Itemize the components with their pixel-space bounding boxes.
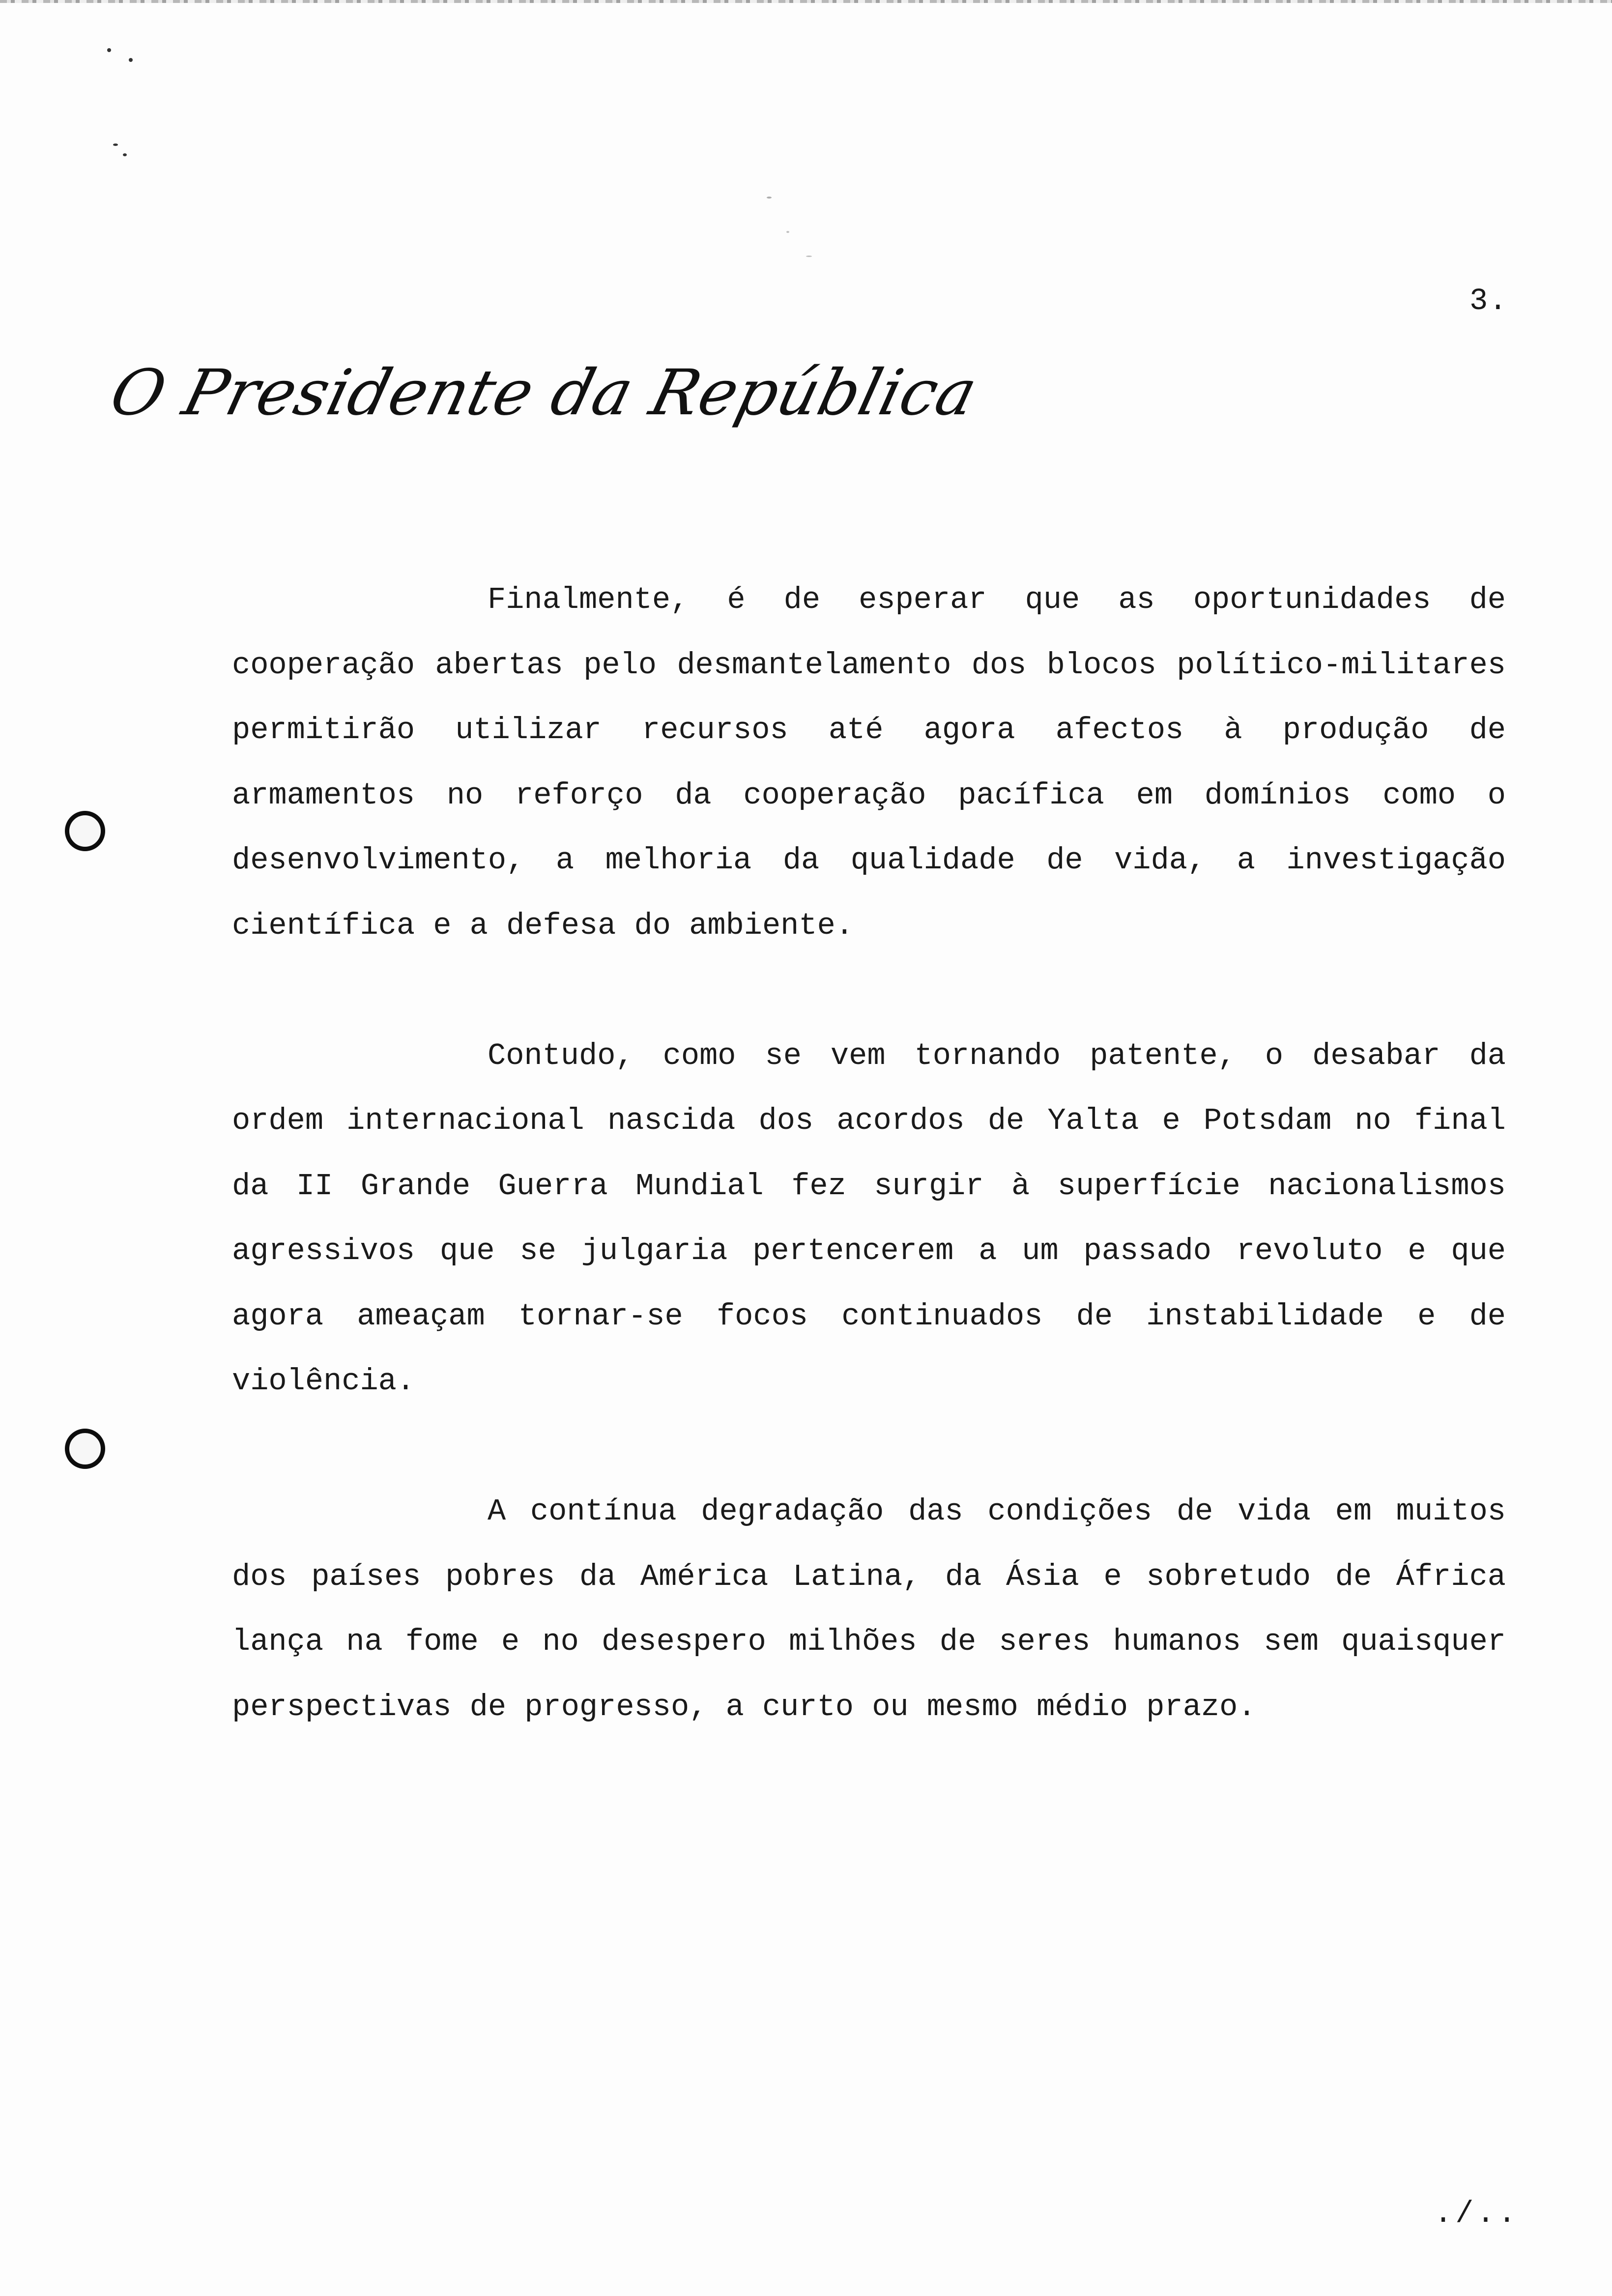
scan-speck xyxy=(786,231,789,233)
letterhead-title: O Presidente da República xyxy=(103,356,984,430)
continuation-mark: ./.. xyxy=(1434,2196,1519,2231)
scan-speck xyxy=(767,197,772,199)
paragraph: A contínua degradação das condições de vida em muitos dos países pobres da América Latina, da Ásia e sobretudo de África lança na fome e no desespero milhões de seres humanos sem quaisquer perspectivas de progresso, a curto ou mesmo médio prazo. xyxy=(232,1494,1506,1724)
scan-speck xyxy=(123,153,127,156)
paragraph: Finalmente, é de esperar que as oportunidades de cooperação abertas pelo desmantelamento dos blocos político-militares permitirão utilizar recursos até agora afectos à produção de armamentos no reforço da cooperação pacífica em domínios como o desenvolvimento, a melhoria da qualidade de vida, a investigação científica e a defesa do ambiente. xyxy=(232,582,1506,943)
punch-hole-lower xyxy=(65,1429,105,1469)
scan-speck xyxy=(107,48,111,52)
paragraph: Contudo, como se vem tornando patente, o desabar da ordem internacional nascida dos acordos de Yalta e Potsdam no final da II Grande Guerra Mundial fez surgir à superfície nacionalismos agressivos que se julgaria pertencerem a um passado revoluto e que agora ameaçam tornar-se focos continuados de instabilidade e de violência. xyxy=(232,1038,1506,1399)
scan-speck xyxy=(129,58,133,62)
punch-hole-upper xyxy=(65,811,105,851)
scan-speck xyxy=(113,144,118,146)
page-number: 3. xyxy=(1469,284,1508,318)
scan-speck xyxy=(806,256,812,257)
body-text xyxy=(232,568,1506,1740)
scan-top-edge xyxy=(0,0,1612,3)
letterhead xyxy=(103,356,984,435)
